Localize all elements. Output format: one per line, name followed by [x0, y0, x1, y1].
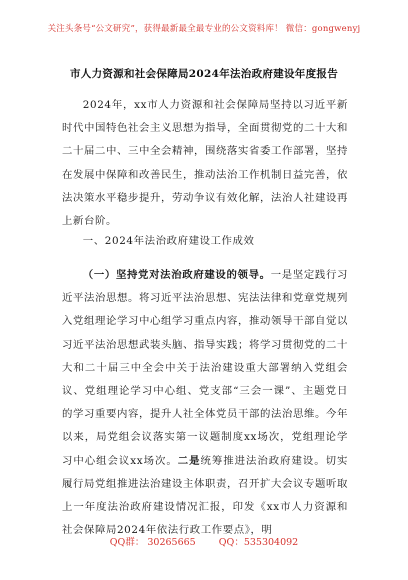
footer-contact: [0, 534, 408, 548]
footer-qq: QQ：535304092: [218, 537, 299, 548]
bold-marker: 二是: [177, 454, 201, 467]
paragraph-text-part2: 统筹推进法治政府建设。切实履行局党组推进法治建设主体职责，召开扩大会议专题听取上一年度法治政府建设情况汇报，印发《xx市人力资源和社会保障局2024年依法行政工作要点》，明: [62, 454, 348, 537]
document-title: 市人力资源和社会保障局2024年法治政府建设年度报告: [69, 68, 339, 80]
section-paragraph: [62, 264, 348, 542]
section-heading: 一、2024年法治政府建设工作成效: [82, 235, 255, 247]
intro-paragraph: 2024年，xx市人力资源和社会保障局坚持以习近平新时代中国特色社会主义思想为指导，全面贯彻党的二十大和二十届二中、三中全会精神，围绕落实省委工作部署，坚持在发展中保障和改善民生，推动法治工作机制日益完善，依法决策水平稳步提升，劳动争议有效化解，法治人社建设再上新台阶。: [62, 99, 348, 228]
paragraph-text-part1: 一是坚定践行习近平法治思想。将习近平法治思想、宪法法律和党章党规列入党组理论学习中心组学习重点内容，推动领导干部自觉以习近平法治思想武装头脑、指导实践；将学习贯彻党的二十大和二十届三中全会中关于法治建设重大部署纳入党组会议、党组理论学习中心组、党支部“三会一课”、主题党日的学习重要内容，提升人社全体党员干部的法治思维。今年以来，局党组会议落实第一议题制度xx场次，党组理论学习中心组会议xx场次。: [62, 269, 348, 467]
subsection-heading: （一）坚持党对法治政府建设的领导。: [82, 269, 271, 281]
footer-qq-group: QQ群： 30265665: [109, 537, 196, 548]
header-promo-note: 关注头条号“公文研究”，获得最新最全最专业的公文资料库！ 微信：gongwenyj: [47, 24, 361, 34]
